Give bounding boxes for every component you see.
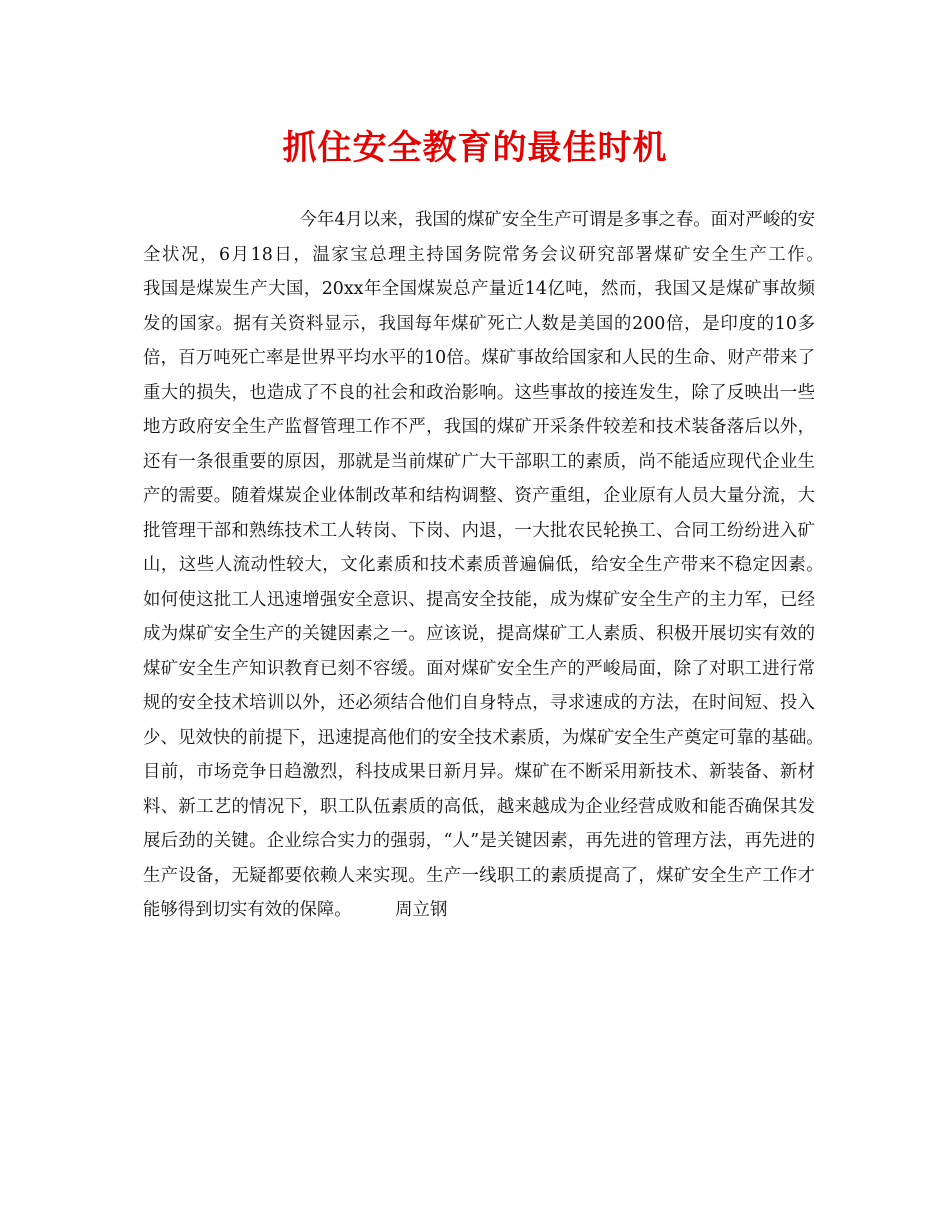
document-body: 今年4月以来，我国的煤矿安全生产可谓是多事之春。面对严峻的安全状况，6月18日，温家宝总理主持国务院常务会议研究部署煤矿安全生产工作。 我国是煤炭生产大国，20xx年全国煤炭总产量近14亿吨，然而，我国又是煤矿事故频发的国家。据有关资料显示，我国每年煤矿死亡人数是美国的200倍，是印度的10多倍，百万吨死亡率是世界平均水平的10倍。煤矿事故给国家和人民的生命、财产带来了重大的损失，也造成了不良的社会和政治影响。这些事故的接连发生，除了反映出一些地方政府安全生产监督管理工作不严，我国的煤矿开采条件较差和技术装备落后以外，还有一条很重要的原因，那就是当前煤矿广大干部职工的素质，尚不能适应现代企业生产的需要。随着煤炭企业体制改革和结构调整、资产重组，企业原有人员大量分流，大批管理干部和熟练技术工人转岗、下岗、内退，一大批农民轮换工、合同工纷纷进入矿山，这些人流动性较大，文化素质和技术素质普遍偏低，给安全生产带来不稳定因素。 如何使这批工人迅速增强安全意识、提高安全技能，成为煤矿安全生产的主力军，已经成为煤矿安全生产的关键因素之一。应该说，提高煤矿工人素质、积极开展切实有效的煤矿安全生产知识教育已刻不容缓。面对煤矿安全生产的严峻局面，除了对职工进行常规的安全技术培训以外，还必须结合他们自身特点，寻求速成的方法，在时间短、投入少、见效快的前提下，迅速提高他们的安全技术素质，为煤矿安全生产奠定可靠的基础。 目前，市场竞争日趋激烈，科技成果日新月异。煤矿在不断采用新技术、新装备、新材料、新工艺的情况下，职工队伍素质的高低，越来越成为企业经营成败和能否确保其发展后劲的关键。企业综合实力的强弱，“人”是关键因素，再先进的管理方法，再先进的生产设备，无疑都要依赖人来实现。生产一线职工的素质提高了，煤矿安全生产工作才能够得到切实有效的保障。 周立钢 (143, 210, 868, 920)
document-title: 抓住安全教育的最佳时机 (282, 128, 668, 168)
